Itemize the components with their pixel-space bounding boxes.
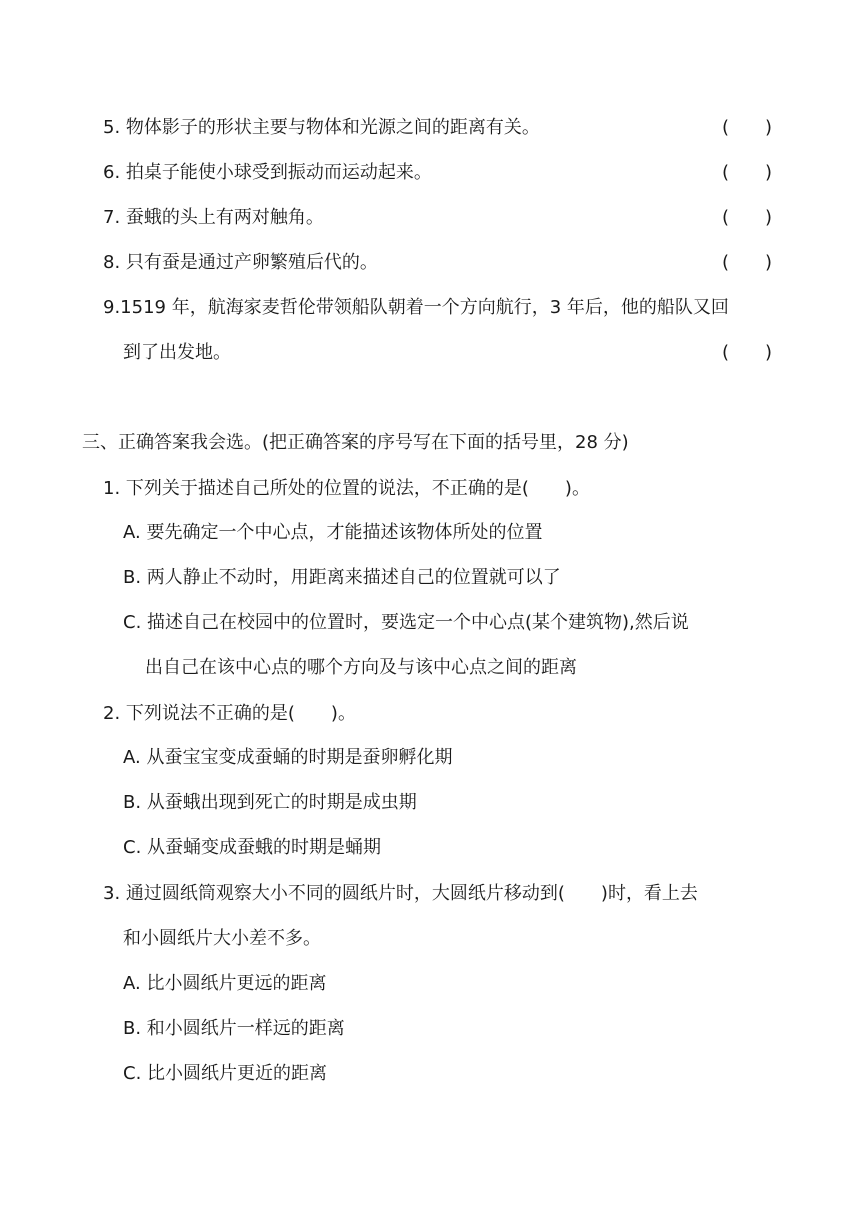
judge-item-6: 6. 拍桌子能使小球受到振动而运动起来。 — [103, 162, 432, 183]
judge-item-9: 9.1519 年，航海家麦哲伦带领船队朝着一个方向航行，3 年后，他的船队又回 — [103, 297, 729, 318]
question-1-option-a: A. 要先确定一个中心点，才能描述该物体所处的位置 — [123, 522, 543, 543]
question-3-stem-continued: 和小圆纸片大小差不多。 — [123, 928, 321, 949]
question-2-option-b: B. 从蚕蛾出现到死亡的时期是成虫期 — [123, 792, 417, 813]
answer-paren-6: ( ) — [722, 162, 773, 183]
answer-paren-5: ( ) — [722, 117, 773, 138]
question-2-option-c: C. 从蚕蛹变成蚕蛾的时期是蛹期 — [123, 837, 382, 858]
judge-item-9-continued: 到了出发地。 — [123, 342, 231, 363]
question-1-option-b: B. 两人静止不动时，用距离来描述自己的位置就可以了 — [123, 567, 561, 588]
question-1-option-c-continued: 出自己在该中心点的哪个方向及与该中心点之间的距离 — [145, 657, 577, 678]
question-1-stem: 1. 下列关于描述自己所处的位置的说法，不正确的是( )。 — [103, 478, 590, 499]
answer-paren-8: ( ) — [722, 252, 773, 273]
question-1-option-c: C. 描述自己在校园中的位置时，要选定一个中心点(某个建筑物),然后说 — [123, 612, 689, 633]
question-3-stem: 3. 通过圆纸筒观察大小不同的圆纸片时，大圆纸片移动到( )时，看上去 — [103, 883, 698, 904]
question-2-option-a: A. 从蚕宝宝变成蚕蛹的时期是蚕卵孵化期 — [123, 747, 453, 768]
judge-item-5: 5. 物体影子的形状主要与物体和光源之间的距离有关。 — [103, 117, 540, 138]
question-3-option-a: A. 比小圆纸片更远的距离 — [123, 973, 327, 994]
answer-paren-7: ( ) — [722, 207, 773, 228]
answer-paren-9: ( ) — [722, 342, 773, 363]
question-3-option-c: C. 比小圆纸片更近的距离 — [123, 1063, 328, 1084]
section-title: 三、正确答案我会选。(把正确答案的序号写在下面的括号里，28 分) — [82, 432, 629, 453]
judge-item-8: 8. 只有蚕是通过产卵繁殖后代的。 — [103, 252, 378, 273]
question-2-stem: 2. 下列说法不正确的是( )。 — [103, 703, 356, 724]
judge-item-7: 7. 蚕蛾的头上有两对触角。 — [103, 207, 324, 228]
question-3-option-b: B. 和小圆纸片一样远的距离 — [123, 1018, 345, 1039]
